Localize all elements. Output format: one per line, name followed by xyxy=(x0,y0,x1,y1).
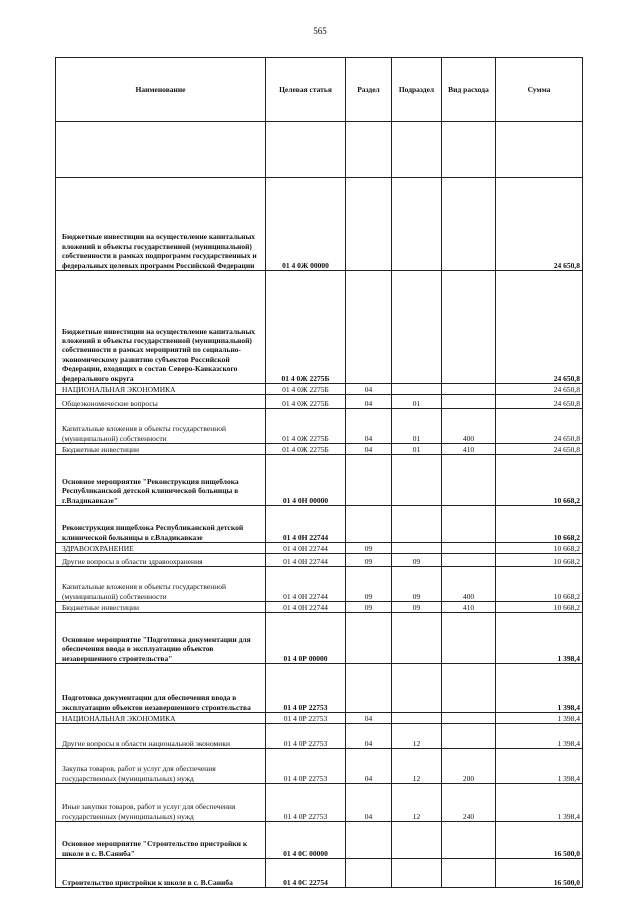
row-expense-type xyxy=(442,859,496,888)
row-name: Основное мероприятие "Реконструкция пищеблока Республиканской детской клинической больницы в г.Владикавказе" xyxy=(56,455,266,506)
row-expense-type xyxy=(442,395,496,409)
row-name: Другие вопросы в области здравоохранения xyxy=(56,554,266,567)
row-section: 09 xyxy=(346,554,392,567)
row-subsection xyxy=(392,455,442,506)
row-subsection xyxy=(392,543,442,554)
row-name: Капитальные вложения в объекты государственной (муниципальной) собственности xyxy=(56,409,266,444)
header-expense-type: Вид расхода xyxy=(442,58,496,122)
row-target: 01 4 0Ж 00000 xyxy=(266,178,346,271)
header-subsection: Подраздел xyxy=(392,58,442,122)
row-target: 01 4 0Н 22744 xyxy=(266,543,346,554)
row-section: 09 xyxy=(346,567,392,602)
row-sum: 24 650,8 xyxy=(496,395,583,409)
table-row xyxy=(56,543,583,554)
row-sum: 10 668,2 xyxy=(496,554,583,567)
row-sum: 24 650,8 xyxy=(496,444,583,455)
empty-cell xyxy=(392,122,442,178)
row-name: Иные закупки товаров, работ и услуг для обеспечения государственных (муниципальных) нужд xyxy=(56,784,266,822)
row-sum: 16 500,0 xyxy=(496,859,583,888)
row-name: Капитальные вложения в объекты государственной (муниципальной) собственности xyxy=(56,567,266,602)
row-sum: 10 668,2 xyxy=(496,543,583,554)
row-expense-type xyxy=(442,822,496,859)
row-target: 01 4 0Н 22744 xyxy=(266,506,346,543)
row-sum: 24 650,8 xyxy=(496,271,583,384)
table-row xyxy=(56,713,583,724)
row-subsection xyxy=(392,271,442,384)
table-row xyxy=(56,444,583,455)
row-target: 01 4 0Р 22753 xyxy=(266,749,346,784)
row-target: 01 4 0Р 22753 xyxy=(266,713,346,724)
row-name: Бюджетные инвестиции xyxy=(56,602,266,613)
row-subsection: 09 xyxy=(392,567,442,602)
row-subsection: 12 xyxy=(392,749,442,784)
row-expense-type xyxy=(442,713,496,724)
empty-row xyxy=(56,122,583,178)
row-target: 01 4 0Н 00000 xyxy=(266,455,346,506)
row-expense-type xyxy=(442,271,496,384)
row-target: 01 4 0Н 22744 xyxy=(266,567,346,602)
row-target: 01 4 0Р 22753 xyxy=(266,784,346,822)
table-row xyxy=(56,822,583,859)
table-row xyxy=(56,859,583,888)
row-section: 04 xyxy=(346,724,392,749)
row-section xyxy=(346,506,392,543)
row-sum: 1 398,4 xyxy=(496,724,583,749)
header-target: Целевая статья xyxy=(266,58,346,122)
table-row xyxy=(56,613,583,664)
table-row xyxy=(56,409,583,444)
row-target: 01 4 0Р 00000 xyxy=(266,613,346,664)
row-section xyxy=(346,178,392,271)
row-subsection: 12 xyxy=(392,784,442,822)
row-subsection: 01 xyxy=(392,444,442,455)
row-target: 01 4 0С 22754 xyxy=(266,859,346,888)
row-sum: 1 398,4 xyxy=(496,713,583,724)
row-target: 01 4 0Ж 2275Б xyxy=(266,271,346,384)
budget-table xyxy=(55,57,583,888)
row-sum: 24 650,8 xyxy=(496,409,583,444)
row-expense-type xyxy=(442,506,496,543)
row-name: Бюджетные инвестиции на осуществление капитальных вложений в объекты государственной (муниципальной) собственности в рамках подпрограмм государственных и федеральных целевых программ Российской Федерации xyxy=(56,178,266,271)
row-target: 01 4 0Ж 2275Б xyxy=(266,384,346,395)
header-sum: Сумма xyxy=(496,58,583,122)
row-subsection: 01 xyxy=(392,395,442,409)
row-section xyxy=(346,455,392,506)
row-section: 04 xyxy=(346,409,392,444)
row-expense-type: 200 xyxy=(442,749,496,784)
row-subsection xyxy=(392,664,442,713)
row-sum: 1 398,4 xyxy=(496,784,583,822)
row-subsection xyxy=(392,178,442,271)
row-subsection: 09 xyxy=(392,602,442,613)
row-sum: 1 398,4 xyxy=(496,664,583,713)
row-expense-type xyxy=(442,613,496,664)
row-target: 01 4 0Р 22753 xyxy=(266,724,346,749)
row-name: Подготовка документации для обеспечения ввода в эксплуатацию объектов незавершенного строительства xyxy=(56,664,266,713)
row-section: 09 xyxy=(346,602,392,613)
row-subsection xyxy=(392,613,442,664)
row-target: 01 4 0Н 22744 xyxy=(266,554,346,567)
row-target: 01 4 0Ж 2275Б xyxy=(266,409,346,444)
row-sum: 10 668,2 xyxy=(496,602,583,613)
row-section xyxy=(346,664,392,713)
row-name: Другие вопросы в области национальной экономики xyxy=(56,724,266,749)
row-target: 01 4 0Ж 2275Б xyxy=(266,444,346,455)
row-sum: 1 398,4 xyxy=(496,613,583,664)
row-target: 01 4 0Ж 2275Б xyxy=(266,395,346,409)
table-row xyxy=(56,455,583,506)
empty-cell xyxy=(442,122,496,178)
row-subsection xyxy=(392,713,442,724)
table-body xyxy=(56,178,583,888)
row-section xyxy=(346,613,392,664)
empty-cell xyxy=(266,122,346,178)
header-name: Наименование xyxy=(56,58,266,122)
row-expense-type: 400 xyxy=(442,409,496,444)
row-sum: 10 668,2 xyxy=(496,567,583,602)
table-row xyxy=(56,664,583,713)
row-section: 04 xyxy=(346,784,392,822)
row-name: НАЦИОНАЛЬНАЯ ЭКОНОМИКА xyxy=(56,713,266,724)
table-header-row xyxy=(56,58,583,122)
row-name: Закупка товаров, работ и услуг для обеспечения государственных (муниципальных) нужд xyxy=(56,749,266,784)
row-section xyxy=(346,859,392,888)
empty-cell xyxy=(56,122,266,178)
row-section xyxy=(346,271,392,384)
row-target: 01 4 0С 00000 xyxy=(266,822,346,859)
row-subsection: 01 xyxy=(392,409,442,444)
row-subsection: 12 xyxy=(392,724,442,749)
table-row xyxy=(56,567,583,602)
row-name: Строительство пристройки к школе в с. В.Саниба xyxy=(56,859,266,888)
row-expense-type: 410 xyxy=(442,444,496,455)
row-target: 01 4 0Н 22744 xyxy=(266,602,346,613)
table-row xyxy=(56,506,583,543)
row-expense-type: 240 xyxy=(442,784,496,822)
row-name: Бюджетные инвестиции xyxy=(56,444,266,455)
row-expense-type xyxy=(442,178,496,271)
row-subsection xyxy=(392,822,442,859)
table-row xyxy=(56,724,583,749)
empty-cell xyxy=(346,122,392,178)
row-subsection: 09 xyxy=(392,554,442,567)
empty-cell xyxy=(496,122,583,178)
row-section: 04 xyxy=(346,395,392,409)
table-row xyxy=(56,749,583,784)
row-subsection xyxy=(392,506,442,543)
row-name: Реконструкция пищеблока Республиканской детской клинической больницы в г.Владикавказе xyxy=(56,506,266,543)
row-section xyxy=(346,822,392,859)
row-expense-type xyxy=(442,724,496,749)
table-row xyxy=(56,602,583,613)
row-expense-type: 400 xyxy=(442,567,496,602)
row-sum: 10 668,2 xyxy=(496,455,583,506)
row-name: ЗДРАВООХРАНЕНИЕ xyxy=(56,543,266,554)
row-expense-type xyxy=(442,664,496,713)
row-section: 09 xyxy=(346,543,392,554)
table-row xyxy=(56,271,583,384)
row-sum: 10 668,2 xyxy=(496,506,583,543)
row-sum: 16 500,0 xyxy=(496,822,583,859)
row-expense-type xyxy=(442,455,496,506)
row-expense-type xyxy=(442,554,496,567)
header-section: Раздел xyxy=(346,58,392,122)
table-row xyxy=(56,395,583,409)
row-name: Общеэкономические вопросы xyxy=(56,395,266,409)
row-sum: 1 398,4 xyxy=(496,749,583,784)
row-expense-type xyxy=(442,543,496,554)
row-name: Бюджетные инвестиции на осуществление капитальных вложений в объекты государственной (муниципальной) собственности в рамках мероприятий по социально-экономическому развитию субъектов Российской Федерации, входящих в состав Северо-Кавказского федерального округа xyxy=(56,271,266,384)
row-target: 01 4 0Р 22753 xyxy=(266,664,346,713)
row-name: Основное мероприятие "Строительство пристройки к школе в с. В.Саниба" xyxy=(56,822,266,859)
row-section: 04 xyxy=(346,444,392,455)
table-row xyxy=(56,384,583,395)
row-expense-type xyxy=(442,384,496,395)
row-section: 04 xyxy=(346,384,392,395)
row-subsection xyxy=(392,859,442,888)
row-name: Основное мероприятие "Подготовка документации для обеспечения ввода в эксплуатацию объектов незавершенного строительства" xyxy=(56,613,266,664)
row-sum: 24 650,8 xyxy=(496,384,583,395)
table-row xyxy=(56,554,583,567)
page-number: 565 xyxy=(313,26,327,36)
table-row xyxy=(56,178,583,271)
row-subsection xyxy=(392,384,442,395)
row-section: 04 xyxy=(346,713,392,724)
row-sum: 24 650,8 xyxy=(496,178,583,271)
row-section: 04 xyxy=(346,749,392,784)
row-expense-type: 410 xyxy=(442,602,496,613)
row-name: НАЦИОНАЛЬНАЯ ЭКОНОМИКА xyxy=(56,384,266,395)
table-row xyxy=(56,784,583,822)
